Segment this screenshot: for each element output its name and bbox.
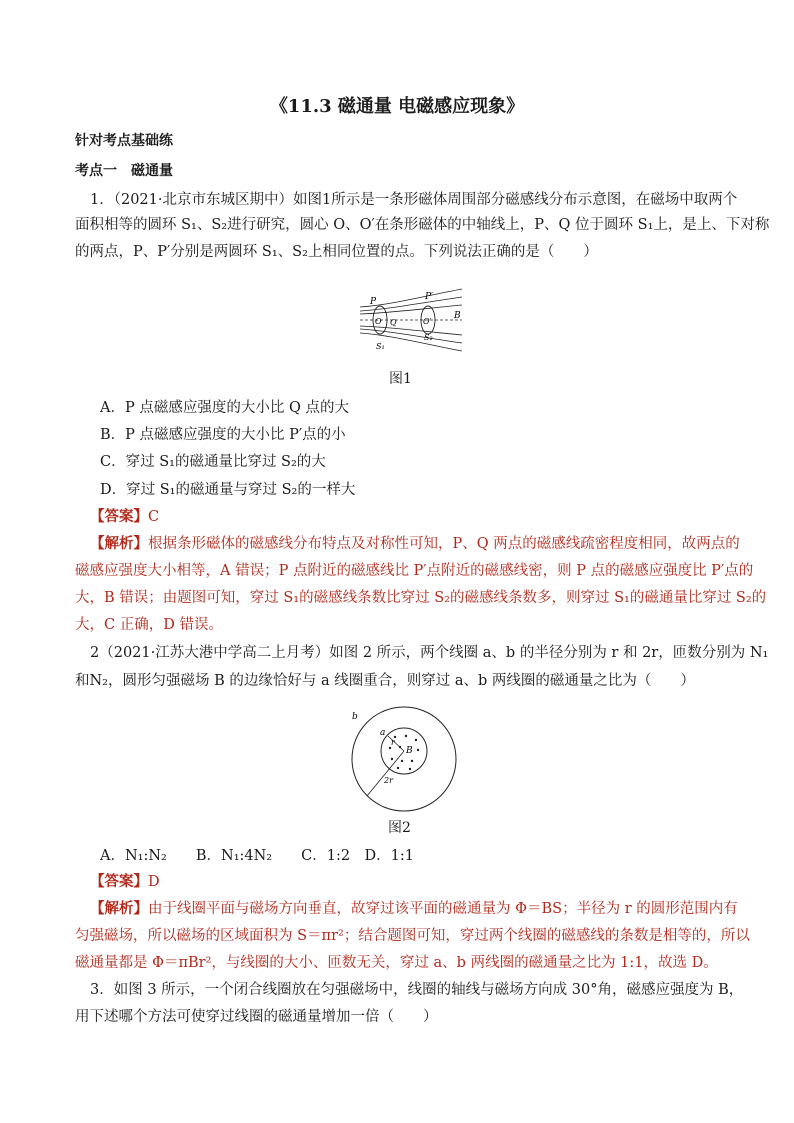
fig1-label-q: Q — [390, 318, 397, 327]
q1-answer — [90, 505, 159, 526]
q1-analysis-line-4: 大，C 正确，D 错误。 — [75, 617, 223, 633]
q1-option-d: D．穿过 S₁的磁通量与穿过 S₂的一样大 — [100, 482, 356, 498]
fig2-label-2r: 2r — [384, 776, 393, 785]
q3-line-2: 用下述哪个方法可使穿过线圈的磁通量增加一倍（ ） — [75, 1009, 438, 1025]
fig1-label-p-prime: P′ — [425, 292, 434, 302]
q1-analysis-line-2: 磁感应强度大小相等，A 错误；P 点附近的磁感线比 P′点附近的磁感线密，则 P 点的磁感应强度比 P′点的 — [75, 563, 754, 579]
fig2-label-a: a — [380, 728, 386, 738]
figure-1-caption: 图1 — [389, 371, 412, 387]
fig2-label-b-coil: b — [352, 712, 358, 722]
q2-analysis-line-1: 【解析】由于线圈平面与磁场方向垂直，故穿过该平面的磁通量为 Φ＝BS；半径为 r 的圆形范围内有 — [90, 900, 738, 917]
answer-value: C — [148, 509, 160, 525]
answer-tag: 【答案】 — [90, 508, 148, 525]
q1-option-a: A．P 点磁感应强度的大小比 Q 点的大 — [100, 400, 349, 416]
fig1-label-s1: S₁ — [376, 342, 385, 351]
answer-value: D — [148, 874, 160, 890]
figure-1-magnet-field — [350, 285, 465, 355]
q1-analysis-line-3: 大，B 错误；由题图可知，穿过 S₁的磁感线条数比穿过 S₂的磁感线条数多，则穿过 S₁的磁通量比穿过 S₂的 — [75, 590, 767, 606]
figure-2-coils — [340, 703, 460, 815]
figure-2-caption: 图2 — [388, 820, 411, 836]
q1-option-b: B．P 点磁感应强度的大小比 P′点的小 — [100, 427, 346, 443]
answer-tag: 【答案】 — [90, 873, 148, 890]
q3-line-1: 3．如图 3 所示，一个闭合线圈放在匀强磁场中，线圈的轴线与磁场方向成 30°角，磁感应强度为 B， — [90, 982, 744, 998]
q2-analysis-line-3: 磁通量都是 Φ＝πBr²，与线圈的大小、匝数无关，穿过 a、b 两线圈的磁通量之比为 1:1，故选 D。 — [75, 955, 718, 971]
analysis-tag: 【解析】 — [90, 900, 148, 917]
q1-option-c: C．穿过 S₁的磁通量比穿过 S₂的大 — [100, 454, 326, 470]
fig1-label-p: P — [370, 297, 377, 307]
q1-line-2: 面积相等的圆环 S₁、S₂进行研究，圆心 O、O′在条形磁体的中轴线上，P、Q 位于圆环 S₁上，是上、下对称 — [75, 217, 770, 233]
q2-options: A．N₁:N₂ B．N₁:4N₂ C．1:2 D．1:1 — [100, 848, 415, 864]
q2-line-1: 2（2021·江苏大港中学高二上月考）如图 2 所示，两个线圈 a、b 的半径分别为 r 和 2r，匝数分别为 N₁ — [90, 645, 769, 661]
q2-answer — [90, 870, 160, 891]
q2-analysis-line-2: 匀强磁场，所以磁场的区域面积为 S＝πr²；结合题图可知，穿过两个线圈的磁感线的条数是相等的，所以 — [75, 928, 750, 944]
fig1-label-o: O — [375, 317, 382, 326]
topic-heading: 考点一 磁通量 — [75, 163, 173, 179]
q2-line-2: 和N₂，圆形匀强磁场 B 的边缘恰好与 a 线圈重合，则穿过 a、b 两线圈的磁通量之比为（ ） — [75, 673, 695, 689]
q1-analysis-line-1: 【解析】根据条形磁体的磁感线分布特点及对称性可知，P、Q 两点的磁感线疏密程度相同，故两点的 — [90, 535, 740, 552]
q1-line-1: 1．（2021·北京市东城区期中）如图1所示是一条形磁体周围部分磁感线分布示意图，在磁场中取两个 — [90, 192, 738, 208]
fig1-label-s2: S₂ — [424, 333, 433, 342]
fig2-label-field: B — [406, 746, 413, 756]
q1-line-3: 的两点，P、P′分别是两圆环 S₁、S₂上相同位置的点。下列说法正确的是（ ） — [75, 244, 598, 260]
fig2-label-r: r — [391, 738, 395, 747]
fig1-label-b: B — [454, 311, 461, 321]
section-heading: 针对考点基础练 — [75, 133, 173, 149]
fig1-label-o-prime: O′ — [423, 317, 432, 326]
analysis-tag: 【解析】 — [90, 535, 148, 552]
page-title: 《11.3 磁通量 电磁感应现象》 — [269, 96, 525, 117]
